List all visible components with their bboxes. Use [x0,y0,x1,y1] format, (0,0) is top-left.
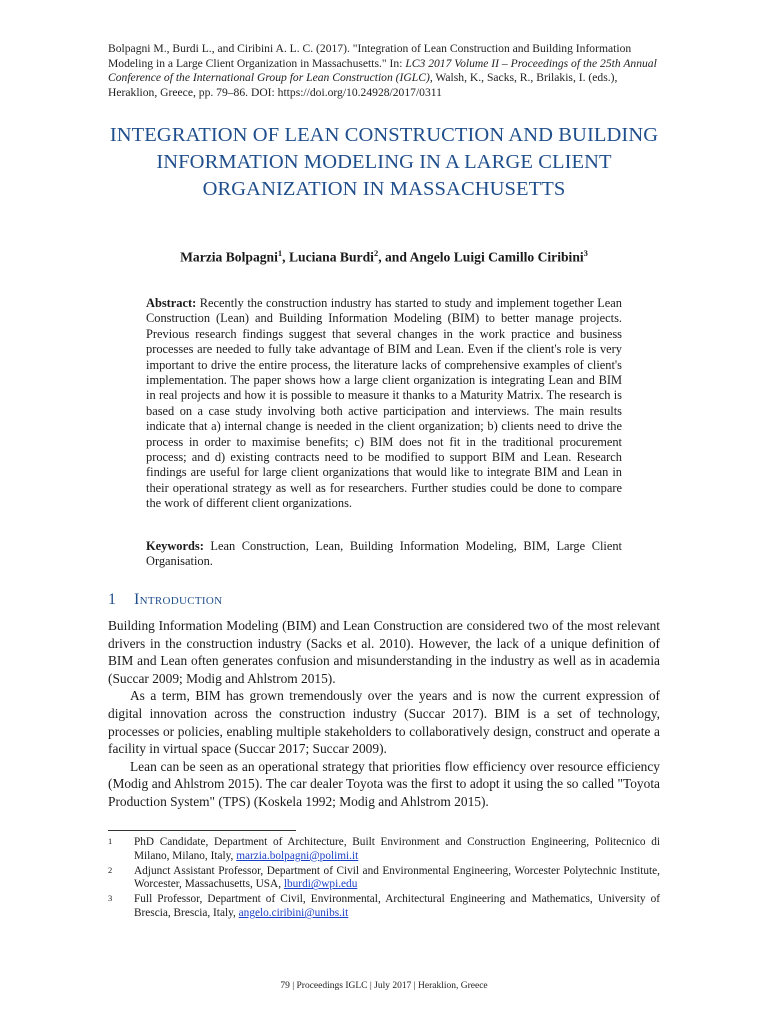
footnote-email-link[interactable]: angelo.ciribini@unibs.it [238,906,349,919]
footnote-number: 1 [108,836,113,846]
section-heading [108,591,222,609]
author-footnote-mark: 1 [277,248,283,258]
keywords [146,539,622,570]
paragraph: As a term, BIM has grown tremendously over the years and is now the current expression of digital innovation across the construction industry (Succar 2017). BIM is a set of technology, processes or policies, enabling multiple stakeholders to collaboratively design, construct and operate a facility in virtual space (Succar 2017; Succar 2009). [108,688,660,757]
footnote-text [134,893,660,921]
footnote [108,893,660,921]
keywords-label: Keywords: [146,539,204,553]
section-title: Introduction [134,591,223,608]
author-footnote-mark: 3 [583,248,588,258]
abstract-text: Recently the construction industry has started to study and implement together Lean Construction (Lean) and Building Information Modeling (BIM) to better manage projects. Previous research findings suggest that several changes in the work practice and business processes are needed to fully take advantage of BIM and Lean. Even if the client's role is very important to drive the entire process, the literature lacks of comprehensive examples of client's implementation. The paper shows how a large client organization is integrating Lean and BIM in real projects and how it is possible to measure it thanks to a Maturity Matrix. The research is based on a case study involving both active participation and interviews. The main results indicate that a) internal change is needed in the client organization; b) clients need to drive the process in order to maximise benefits; c) BIM does not fit in the traditional procurement process; and d) existing contracts need to be modified to support BIM and Lean. Research findings are useful for large client organizations that would like to integrate BIM and Lean in their operational strategy as well as for researchers. Further studies could be done to compare the work of different client organizations. [146,296,622,511]
abstract [146,296,622,512]
footnote-email-link[interactable]: marzia.bolpagni@polimi.it [236,849,359,862]
author-name: Luciana Burdi [288,249,374,265]
citation-block [108,42,668,100]
footnote [108,865,660,893]
author-separator: , and [378,249,410,265]
citation-text: Bolpagni M., Burdi L., and Ciribini A. L. C. (2017). "Integration of Lean Construction and Building Information Modeling in a Large Client Organization in Massachusetts." In: [108,42,632,70]
citation-details: , Walsh, K., Sacks, R., Brilakis, I. (eds.), Heraklion, Greece, pp. 79–86. DOI: https://doi.org/10.24928/2017/0311 [108,71,618,99]
footnotes [108,836,660,922]
body-text [108,617,660,811]
author-list [100,248,668,266]
footnote-text [134,836,660,864]
author-separator: , [282,249,289,265]
paragraph: Lean can be seen as an operational strategy that priorities flow efficiency over resource efficiency (Modig and Ahlstrom 2015). The car dealer Toyota was the first to adopt it using the so called "Toyota Production System" (TPS) (Koskela 1992; Modig and Ahlstrom 2015). [108,758,660,809]
page-footer: 79 | Proceedings IGLC | July 2017 | Heraklion, Greece [280,981,488,991]
abstract-label: Abstract: [146,296,197,310]
footnote-email-link[interactable]: lburdi@wpi.edu [283,878,358,891]
author-name: Marzia Bolpagni [180,249,278,265]
keywords-text: Lean Construction, Lean, Building Information Modeling, BIM, Large Client Organisation. [146,539,622,569]
footnote-number: 2 [108,864,113,875]
citation-proceedings: LC3 2017 Volume II – Proceedings of the 25th Annual Conference of the International Group for Lean Construction (IGLC) [108,56,657,85]
footnote [108,836,660,864]
section-number: 1 [108,591,116,608]
footnote-affiliation: PhD Candidate, Department of Architecture, Built Environment and Construction Engineering, Politecnico di Milano, Milano, Italy, [134,836,660,862]
footnote-affiliation: Full Professor, Department of Civil, Environmental, Architectural Engineering and Mathematics, University of Brescia, Brescia, Italy, [134,893,660,919]
paragraph: Building Information Modeling (BIM) and Lean Construction are considered two of the most relevant drivers in the construction industry (Sacks et al. 2010). However, the lack of a unique definition of BIM and Lean often generates confusion and misunderstanding in the industry as well as in academia (Succar 2009; Modig and Ahlstrom 2015). [108,618,660,686]
footnote-divider [108,830,296,831]
footnote-affiliation: Adjunct Assistant Professor, Department of Civil and Environmental Engineering, Worcester Polytechnic Institute, Worcester, Massachusetts, USA, [134,864,660,891]
footnote-text [134,865,660,893]
footnote-number: 3 [108,893,113,904]
author-name: Angelo Luigi Camillo Ciribini [409,249,584,265]
paper-title: INTEGRATION OF LEAN CONSTRUCTION AND BUILDING INFORMATION MODELING IN A LARGE CLIENT ORGANIZATION IN MASSACHUSETTS [109,124,659,200]
author-footnote-mark: 2 [373,248,379,258]
